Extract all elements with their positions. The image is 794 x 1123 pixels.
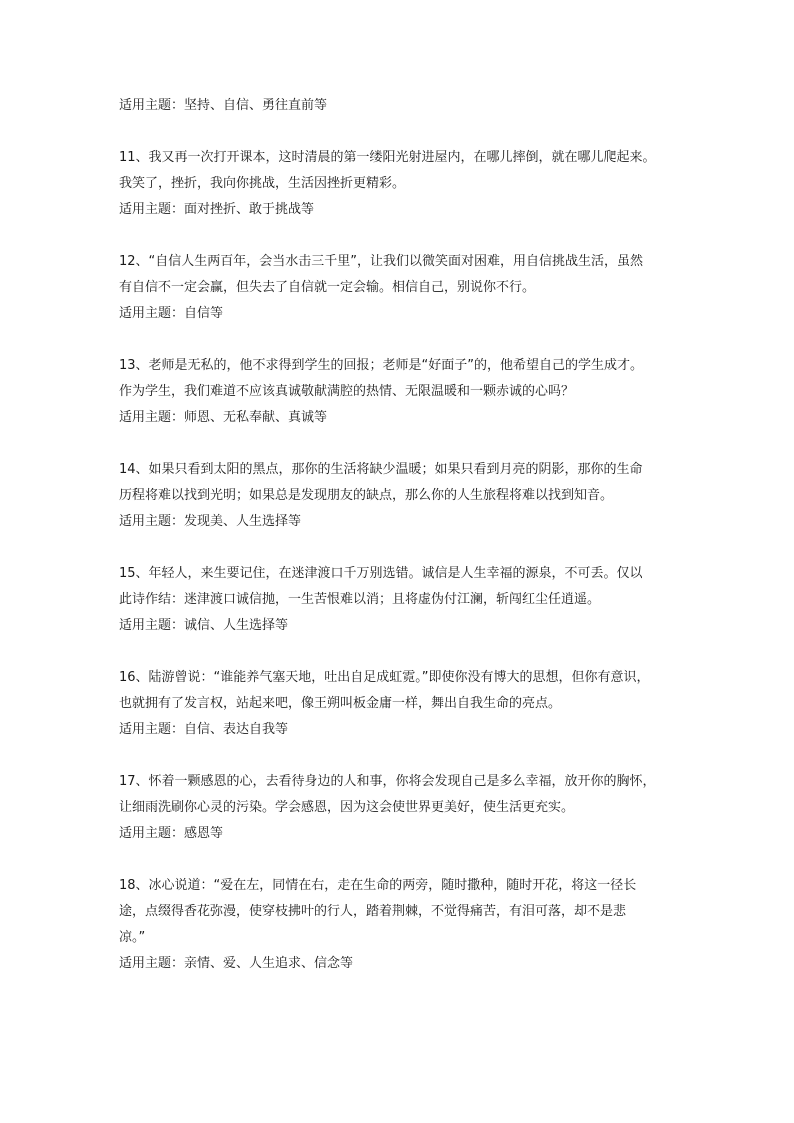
paragraph-line: 13、老师是无私的，他不求得到学生的回报；老师是“好面子”的，他希望自己的学生成才。 bbox=[119, 358, 644, 373]
theme-line: 适用主题：发现美、人生选择等 bbox=[119, 514, 302, 529]
quote-entry-18 bbox=[119, 873, 679, 977]
paragraph-line: 此诗作结：迷津渡口诚信抛，一生苦恨难以消；且将虚伪付江澜，斩闯红尘任逍遥。 bbox=[119, 592, 601, 607]
theme-line: 适用主题：诚信、人生选择等 bbox=[119, 618, 289, 633]
paragraph-line: 18、冰心说道：“爱在左，同情在右，走在生命的两旁，随时撒种，随时开花，将这一径长 bbox=[119, 878, 637, 893]
theme-line: 适用主题：面对挫折、敢于挑战等 bbox=[119, 202, 315, 217]
quote-entry-14 bbox=[119, 457, 679, 535]
quote-entry-12 bbox=[119, 249, 679, 327]
paragraph-line: 11、我又再一次打开课本，这时清晨的第一缕阳光射进屋内，在哪儿摔倒，就在哪儿爬起来。 bbox=[119, 150, 656, 165]
theme-line: 适用主题：自信等 bbox=[119, 306, 224, 321]
theme-line: 适用主题：自信、表达自我等 bbox=[119, 722, 289, 737]
paragraph-line: 12、“自信人生两百年，会当水击三千里”，让我们以微笑面对困难，用自信挑战生活，虽然 bbox=[119, 254, 644, 269]
paragraph-line: 有自信不一定会赢，但失去了自信就一定会输。相信自己，别说你不行。 bbox=[119, 280, 536, 295]
paragraph-line: 途，点缀得香花弥漫，使穿枝拂叶的行人，踏着荆棘，不觉得痛苦，有泪可落，却不是悲 bbox=[119, 904, 627, 919]
document-body bbox=[119, 93, 679, 977]
paragraph-line: 作为学生，我们难道不应该真诚敬献满腔的热情、无限温暖和一颗赤诚的心吗？ bbox=[119, 384, 575, 399]
theme-line: 适用主题：师恩、无私奉献、真诚等 bbox=[119, 410, 328, 425]
paragraph-line: 我笑了，挫折，我向你挑战，生活因挫折更精彩。 bbox=[119, 176, 406, 191]
quote-entry-11 bbox=[119, 145, 679, 223]
theme-line: 适用主题：感恩等 bbox=[119, 826, 224, 841]
paragraph-line: 17、怀着一颗感恩的心，去看待身边的人和事，你将会发现自己是多么幸福，放开你的胸怀， bbox=[119, 774, 656, 789]
quote-entry-13 bbox=[119, 353, 679, 431]
quote-entry-17 bbox=[119, 769, 679, 847]
paragraph-line: 16、陆游曾说：“谁能养气塞天地，吐出自足成虹霓。”即使你没有博大的思想，但你有意识， bbox=[119, 670, 650, 685]
theme-line: 适用主题：坚持、自信、勇往直前等 bbox=[119, 98, 328, 113]
paragraph-line: 让细雨洗刷你心灵的污染。学会感恩，因为这会使世界更美好，使生活更充实。 bbox=[119, 800, 575, 815]
paragraph-line: 历程将难以找到光明；如果总是发现朋友的缺点，那么你的人生旅程将难以找到知音。 bbox=[119, 488, 614, 503]
quote-entry-15 bbox=[119, 561, 679, 639]
quote-entry-16 bbox=[119, 665, 679, 743]
paragraph-line: 凉。” bbox=[119, 930, 146, 945]
paragraph-line: 也就拥有了发言权，站起来吧，像王朔叫板金庸一样，舞出自我生命的亮点。 bbox=[119, 696, 562, 711]
paragraph-line: 14、如果只看到太阳的黑点，那你的生活将缺少温暖；如果只看到月亮的阴影，那你的生命 bbox=[119, 462, 643, 477]
theme-line: 适用主题：亲情、爱、人生追求、信念等 bbox=[119, 956, 354, 971]
paragraph-line: 15、年轻人，来生要记住，在迷津渡口千万别选错。诚信是人生幸福的源泉，不可丢。仅以 bbox=[119, 566, 643, 581]
